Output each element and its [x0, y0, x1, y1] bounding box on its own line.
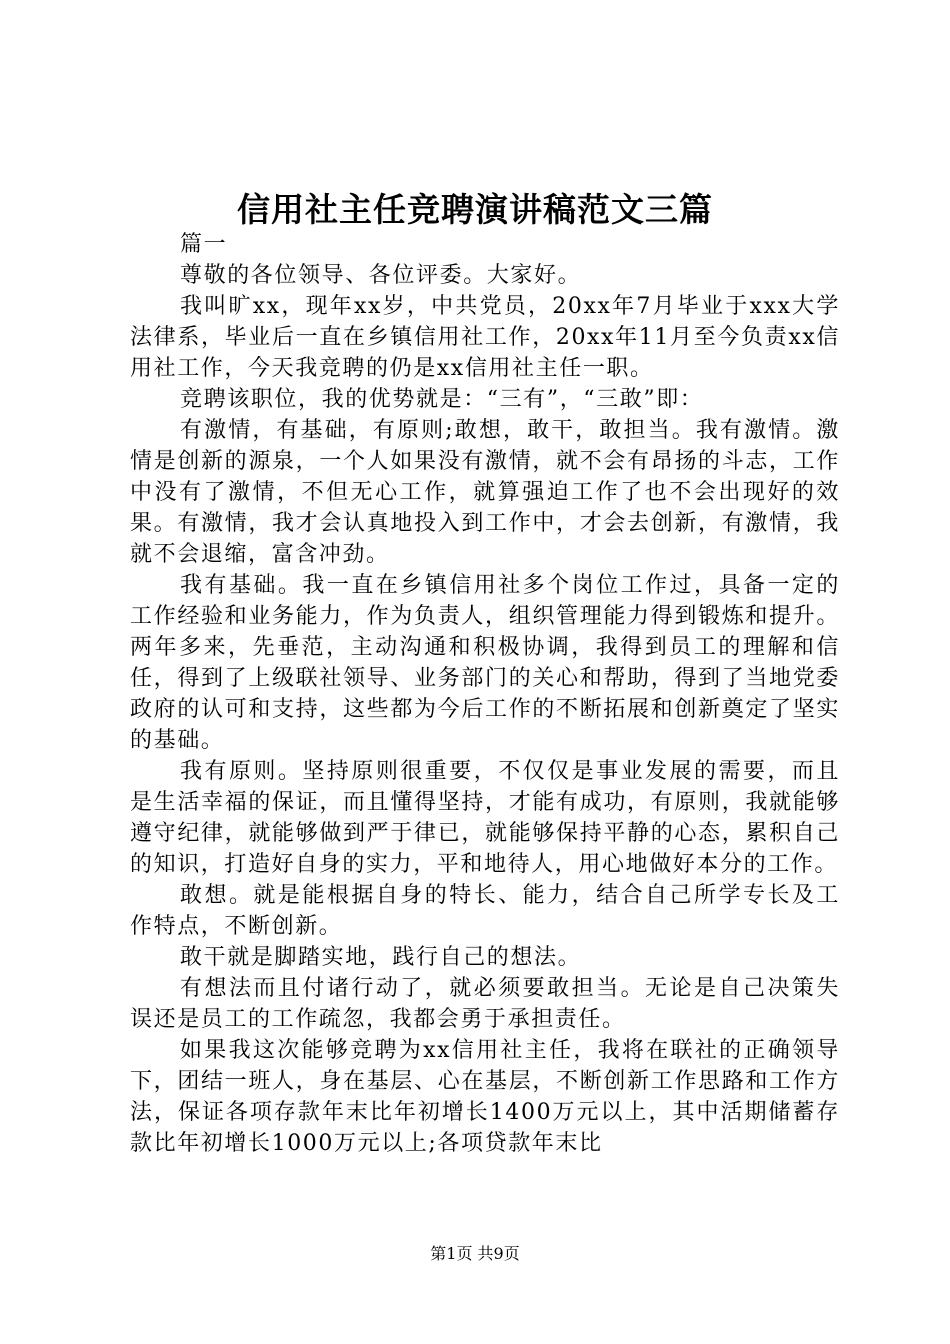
- dare-responsibility-paragraph: 有想法而且付诸行动了，就必须要敢担当。无论是自己决策失误还是员工的工作疏忽，我都会勇于承担责任。: [130, 976, 840, 1032]
- salutation-paragraph: 尊敬的各位领导、各位评委。大家好。: [180, 263, 582, 288]
- document-body: [130, 229, 840, 1159]
- plan-paragraph: 如果我这次能够竞聘为xx信用社主任，我将在联社的正确领导下，团结一班人，身在基层、心在基层，不断创新工作思路和工作方法，保证各项存款年末比年初增长1400万元以上，其中活期储蓄存款比年初增长1000万元以上;各项贷款年末比: [130, 1038, 840, 1156]
- dare-think-paragraph: 敢想。就是能根据自身的特长、能力，结合自己所学专长及工作特点，不断创新。: [130, 883, 840, 939]
- intro-paragraph: 我叫旷xx，现年xx岁，中共党员，20xx年7月毕业于xxx大学法律系，毕业后一直在乡镇信用社工作，20xx年11月至今负责xx信用社工作，今天我竞聘的仍是xx信用社主任一职。: [130, 294, 840, 381]
- page-number: 第1页 共9页: [430, 1244, 520, 1263]
- document-title: 信用社主任竞聘演讲稿范文三篇: [237, 190, 713, 229]
- advantages-paragraph: 竞聘该职位，我的优势就是：“三有”，“三敢”即：: [180, 387, 704, 412]
- principle-paragraph: 我有原则。坚持原则很重要，不仅仅是事业发展的需要，而且是生活幸福的保证，而且懂得坚持，才能有成功，有原则，我就能够遵守纪律，就能够做到严于律已，就能够保持平静的心态，累积自己的知识，打造好自身的实力，平和地待人，用心地做好本分的工作。: [130, 759, 840, 877]
- dare-do-paragraph: 敢干就是脚踏实地，践行自己的想法。: [180, 945, 582, 970]
- passion-paragraph: 有激情，有基础，有原则;敢想，敢干，敢担当。我有激情。激情是创新的源泉，一个人如果没有激情，就不会有昂扬的斗志，工作中没有了激情，不但无心工作，就算强迫工作了也不会出现好的效果。有激情，我才会认真地投入到工作中，才会去创新，有激情，我就不会退缩，富含冲劲。: [130, 418, 840, 567]
- foundation-paragraph: 我有基础。我一直在乡镇信用社多个岗位工作过，具备一定的工作经验和业务能力，作为负责人，组织管理能力得到锻炼和提升。两年多来，先垂范，主动沟通和积极协调，我得到员工的理解和信任，得到了上级联社领导、业务部门的关心和帮助，得到了当地党委政府的认可和支持，这些都为今后工作的不断拓展和创新奠定了坚实的基础。: [130, 573, 840, 753]
- section-heading: 篇一: [180, 232, 228, 257]
